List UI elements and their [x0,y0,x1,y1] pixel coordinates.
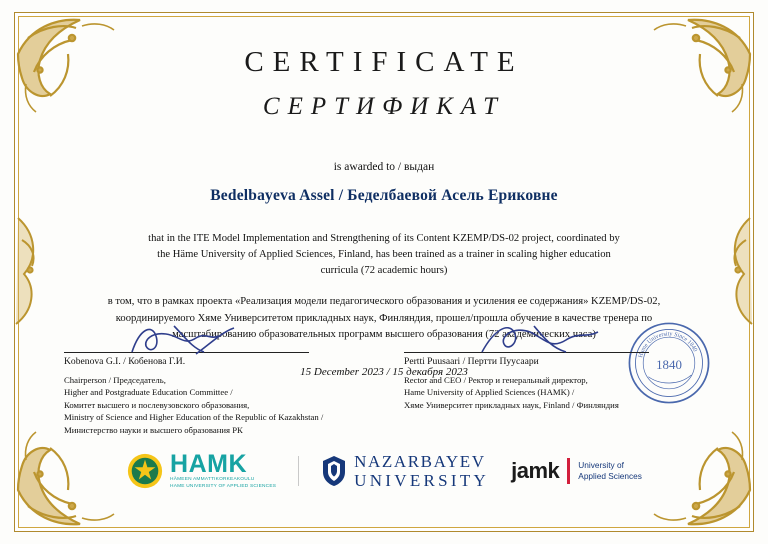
handwritten-signature-icon [122,318,272,362]
logos-row [0,452,768,491]
svg-text:1840: 1840 [656,358,682,373]
hamk-subtitle-line-2: HAME UNIVERSITY OF APPLIED SCIENCES [170,484,277,490]
body-ru-line-1: в том, что в рамках проекта «Реализация модели педагогического образования и усиления ее содержания» KZEMP/DS-02, [107,296,661,307]
signatory-role-line: Chairperson / Председатель, [64,375,166,385]
signatory-role [404,374,704,411]
signatures-row [64,352,704,436]
jamk-logo [511,458,642,484]
body-ru-line-3: масштабированию образовательных программ высшего образования (72 академических часа) [172,329,596,340]
hamk-wordmark: HAMK [170,450,248,478]
handwritten-signature-icon [474,316,624,362]
nu-wordmark-line-2: UNIVERSITY [354,471,490,491]
recipient-name: Bedelbayeva Assel / Беделбаевой Асель Ериковне [210,187,558,204]
hamk-logo [126,452,276,491]
signatory-role-line: Министерство науки и высшего образования РК [64,424,243,435]
signature-block-left [64,352,364,436]
signatory-role [64,374,364,436]
body-en-line-3: curricula (72 academic hours) [320,265,448,276]
svg-text:Hame University Since 1840: Hame University Since 1840 [638,331,698,359]
signatory-role-line: Комитет высшего и послевузовского образования, [64,399,250,410]
signatory-role-line: Ministry of Science and Higher Education of the Republic of Kazakhstan / [64,412,324,423]
page-title-en: CERTIFICATE [244,46,524,78]
nu-wordmark-line-1: NAZARBAYEV [354,452,486,472]
jamk-divider [567,458,570,484]
body-text-en [112,231,657,279]
jamk-subtitle-line-2: Applied Sciences [578,471,642,482]
kazakhstan-emblem-icon [126,452,164,490]
body-en-line-2: the Häme University of Applied Sciences, Finland, has been trained as a trainer in scaling higher education [157,249,611,260]
logo-divider [298,456,299,486]
signatory-name: Pertti Puusaari / Пертти Пуусаари [404,356,539,367]
signatory-name: Kobenova G.I. / Кобенова Г.И. [64,356,186,367]
jamk-subtitle-line-1: University of [578,460,624,471]
hamk-subtitle-line-1: HÄMEEN AMMATTIKORKEAKOULU [170,477,255,482]
nu-shield-icon [321,455,347,487]
signatory-role-line: Хяме Университет прикладных наук, Finland / Финляндия [404,399,619,410]
issue-date: 15 December 2023 / 15 декабря 2023 [300,365,468,378]
signatory-role-line: Higher and Postgraduate Education Committee / [64,387,233,398]
nu-wordmark [354,452,489,490]
awarded-to-label: is awarded to / выдан [333,161,435,173]
body-en-line-1: that in the ITE Model Implementation and Strengthening of its Content KZEMP/DS-02 project, coordinated by [148,233,620,244]
signature-block-right [404,352,704,436]
page-title-ru: СЕРТИФИКАТ [262,93,506,120]
nazarbayev-university-logo [321,452,489,490]
body-ru-line-2: координируемого Хяме Университетом прикладных наук, Финляндия, прошел/прошла обучение в качестве тренера по [115,312,653,324]
jamk-wordmark: jamk [511,458,560,484]
signatory-role-line: Hame University of Applied Sciences (HAMK) / [404,387,575,398]
signatory-role-line: Rector and CEO / Ректор и генеральный директор, [404,375,588,385]
